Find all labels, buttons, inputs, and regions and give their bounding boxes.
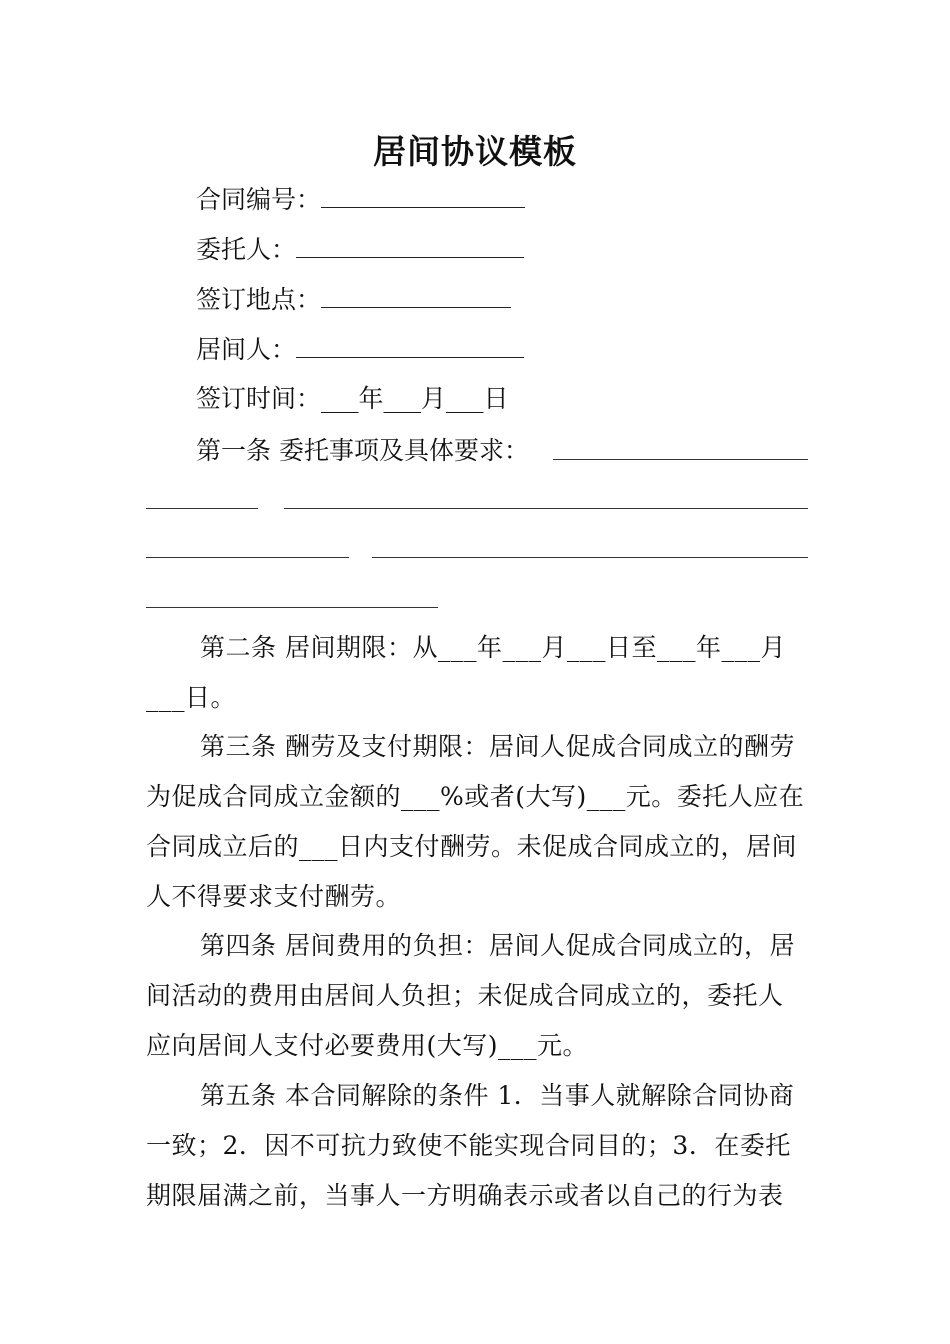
client-row [196, 233, 524, 267]
article-1-heading [196, 434, 529, 468]
contract-no-blank[interactable] [321, 183, 525, 208]
sign-time-label: 签订时间： [196, 384, 322, 413]
sign-place-blank[interactable] [321, 283, 511, 308]
client-label: 委托人： [196, 235, 297, 264]
article-1-blank-line[interactable] [553, 459, 808, 460]
client-blank[interactable] [296, 233, 524, 258]
sign-place-row [196, 283, 511, 317]
article-2: 第二条 居间期限：从___年___月___日至___年___月___日。 [146, 633, 786, 712]
article-1-blank-line[interactable] [146, 607, 438, 608]
sign-time-value: ___年___月___日 [321, 384, 509, 413]
article-1-blank-line[interactable] [284, 508, 808, 509]
sign-time-row [196, 382, 509, 416]
article-1-blank-line[interactable] [372, 557, 808, 558]
document-title: 居间协议模板 [373, 132, 577, 171]
article-1-blank-line[interactable] [146, 508, 258, 509]
intermediary-row [196, 333, 524, 367]
contract-no-label: 合同编号： [196, 185, 322, 214]
intermediary-blank[interactable] [296, 333, 524, 358]
article-5: 第五条 本合同解除的条件 1．当事人就解除合同协商一致；2．因不可抗力致使不能实现合同目的；3．在委托期限届满之前，当事人一方明确表示或者以自己的行为表 [146, 1081, 795, 1210]
article-1-text: 第一条 委托事项及具体要求： [196, 436, 529, 465]
intermediary-label: 居间人： [196, 335, 297, 364]
article-1-blank-line[interactable] [146, 557, 349, 558]
article-4: 第四条 居间费用的负担：居间人促成合同成立的，居间活动的费用由居间人负担；未促成合同成立的，委托人应向居间人支付必要费用(大写)___元。 [146, 931, 795, 1060]
sign-place-label: 签订地点： [196, 285, 322, 314]
article-3: 第三条 酬劳及支付期限：居间人促成合同成立的酬劳为促成合同成立金额的___%或者(大写)___元。委托人应在合同成立后的___日内支付酬劳。未促成合同成立的，居间人不得要求支付酬劳。 [146, 732, 805, 911]
contract-no-row [196, 183, 525, 217]
